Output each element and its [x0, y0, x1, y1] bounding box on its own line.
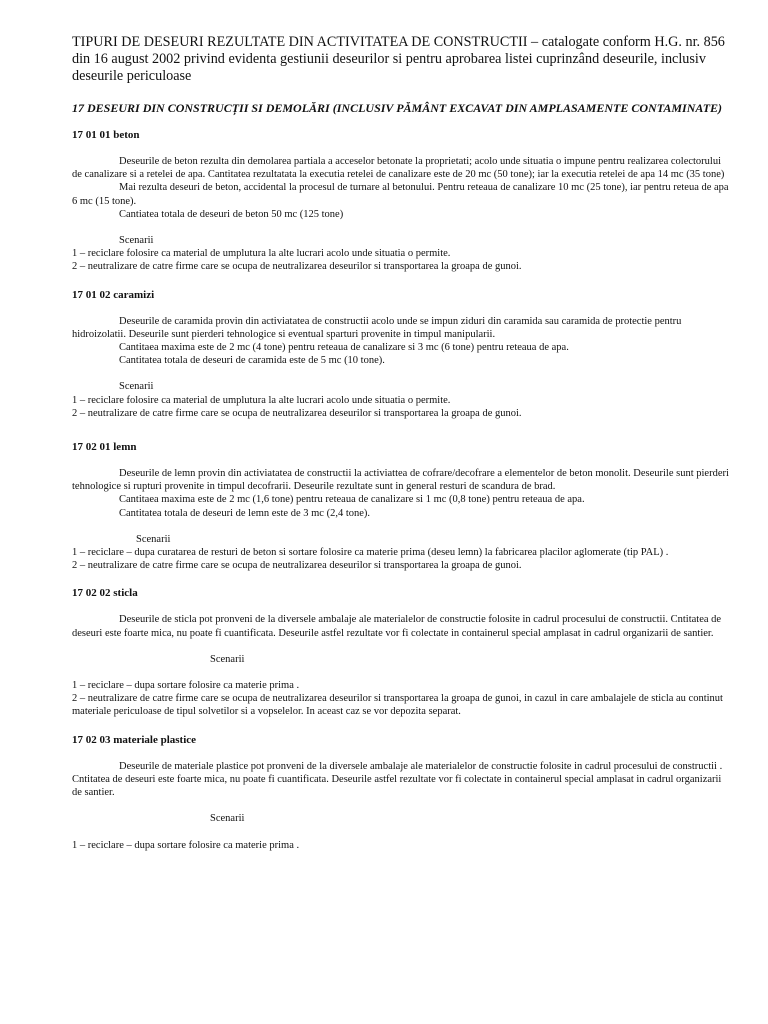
scenario-item: 2 – neutralizare de catre firme care se ocupa de neutralizarea deseurilor si transportarea la groapa de gunoi. [72, 407, 522, 419]
scenario-item: 1 – reciclare – dupa curatarea de resturi de beton si sortare folosire ca materie prima (deseu lemn) la fabricarea placilor aglomerate (tip PAL) . [72, 547, 669, 559]
chapter-heading: 17 DESEURI DIN CONSTRUCȚII SI DEMOLĂRI (INCLUSIV PĂMÂNT EXCAVAT DIN AMPLASAMENTE CONTAMINATE) [72, 101, 723, 115]
scenario-item: 1 – reciclare – dupa sortare folosire ca materie prima . [72, 839, 300, 851]
paragraph: Deseurile de lemn provin din activiatatea de constructii la activiattea de cofrare/decofrare a elementelor de beton monolit. Deseurile sunt pierderi tehnologice si rupturi provenite in timpul decofrarii. Deseurile rezultate sunt in general resturi de scandura de brad. [72, 468, 729, 493]
scenarii-label: Scenarii [119, 381, 154, 393]
scenario-item: 2 – neutralizare de catre firme care se ocupa de neutralizarea deseurilor si transportarea la groapa de gunoi. [72, 560, 522, 572]
section-heading-beton: 17 01 01 beton [72, 129, 140, 141]
scenario-item: 2 – neutralizare de catre firme care se ocupa de neutralizarea deseurilor si transportarea la groapa de gunoi, in cazul in care ambalajele de sticla au continut materiale periculoase de tipul solvetilor si a vopselelor. In aceast caz se vor depozita separat. [72, 693, 723, 718]
scenario-item: 1 – reciclare folosire ca material de umplutura la alte lucrari acolo unde situatia o permite. [72, 394, 451, 406]
scenarii-label: Scenarii [210, 813, 245, 825]
paragraph: Cantiatea totala de deseuri de beton 50 mc (125 tone) [119, 208, 344, 220]
paragraph: Deseurile de materiale plastice pot pronveni de la diversele ambalaje ale materialelor de constructie folosite in cadrul procesului de constructii . Cntitatea de deseuri este foarte mica, nu poate fi cuantificata. Deseurile astfel rezultate vor fi colectate in containerul special amplasat in cadrul organizarii de santier. [72, 760, 723, 799]
section-heading-sticla: 17 02 02 sticla [72, 587, 138, 600]
paragraph: Cantitaea maxima este de 2 mc (4 tone) pentru reteaua de canalizare si 3 mc (6 tone) pentru reteaua de apa. [119, 342, 569, 354]
scenario-item: 2 – neutralizare de catre firme care se ocupa de neutralizarea deseurilor si transportarea la groapa de gunoi. [72, 261, 522, 273]
document-page [72, 34, 732, 852]
scenarii-label: Scenarii [119, 235, 154, 247]
paragraph: Mai rezulta deseuri de beton, accidental la procesul de turnare al betonului. Pentru reteaua de canalizare 10 mc (25 tone), iar pentru reteua de apa 6 mc (15 tone). [72, 182, 729, 207]
paragraph: Cantitaea maxima este de 2 mc (1,6 tone) pentru reteaua de canalizare si 1 mc (0,8 tone) pentru reteaua de apa. [119, 494, 585, 506]
document-title: TIPURI DE DESEURI REZULTATE DIN ACTIVITATEA DE CONSTRUCTII – catalogate conform H.G. nr. 856 din 16 august 2002 privind evidenta gestiunii deseurilor si pentru aprobarea listei cuprinzând deseurile, inclusiv deseurile periculoase [72, 34, 725, 84]
scenarii-label: Scenarii [136, 533, 171, 545]
paragraph: Deseurile de sticla pot pronveni de la diversele ambalaje ale materialelor de constructie folosite in cadrul procesului de constructii. Cntitatea de deseuri este foarte mica, nu poate fi cuantificata. Deseurile astfel rezultate vor fi colectate in containerul special amplasat in cadrul organizarii de santier. [72, 614, 722, 639]
paragraph: Deseurile de beton rezulta din demolarea partiala a acceselor betonate la proprietati; acolo unde situatia o impune pentru realizarea colectorului de canalizare si a retelei de apa. Cantitatea rezultatata la executia retelei de canalizare este de 20 mc (50 tone); iar la executia retelei de apa 14 mc (35 tone) [72, 156, 725, 181]
section-heading-materiale-plastice: 17 02 03 materiale plastice [72, 733, 197, 746]
section-heading-caramizi: 17 01 02 caramizi [72, 288, 155, 301]
paragraph: Deseurile de caramida provin din activiatatea de constructii acolo unde se impun ziduri din caramida sau caramida de protectie pentru hidroizolatii. Deseurile sunt pierderi tehnologice si eventual sparturi provenite in timpul manipularii. [72, 315, 682, 340]
section-heading-lemn: 17 02 01 lemn [72, 441, 137, 454]
paragraph: Cantitatea totala de deseuri de caramida este de 5 mc (10 tone). [119, 355, 385, 367]
scenarii-label: Scenarii [210, 653, 245, 665]
scenario-item: 1 – reciclare folosire ca material de umplutura la alte lucrari acolo unde situatia o permite. [72, 248, 451, 260]
paragraph: Cantitatea totala de deseuri de lemn este de 3 mc (2,4 tone). [119, 507, 371, 519]
scenario-item: 1 – reciclare – dupa sortare folosire ca materie prima . [72, 680, 300, 692]
